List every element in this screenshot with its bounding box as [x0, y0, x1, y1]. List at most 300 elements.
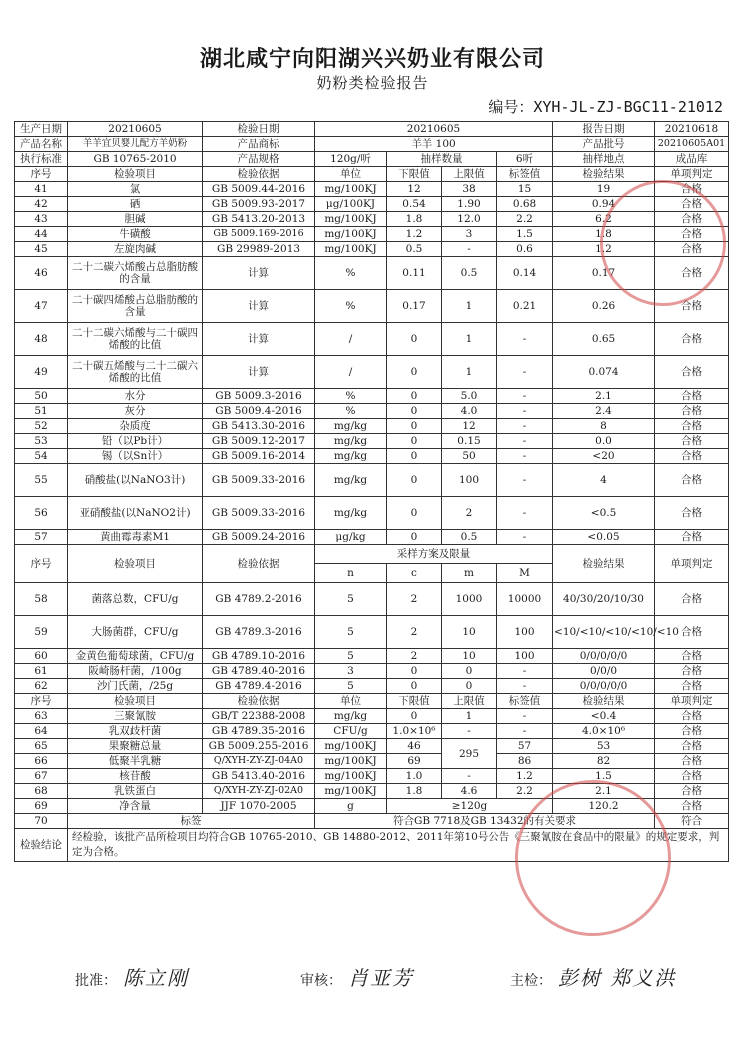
- upper-limit: 38: [442, 182, 497, 197]
- judgement: 合格: [655, 724, 729, 739]
- sample-n: 5: [315, 649, 387, 664]
- test-method: GB 4789.4-2016: [203, 679, 315, 694]
- label-value: 0.68: [497, 197, 553, 212]
- test-result: 0/0/0/0/0: [553, 649, 655, 664]
- upper-limit: 12.0: [442, 212, 497, 227]
- test-item: 杂质度: [68, 419, 203, 434]
- unit: mg/kg: [315, 497, 387, 530]
- test-item: 二十二碳六烯酸与二十碳四烯酸的比值: [68, 323, 203, 356]
- table-row: [15, 257, 729, 290]
- judgement: 合格: [655, 242, 729, 257]
- upper-limit: 4.6: [442, 784, 497, 799]
- test-method: GB 4789.10-2016: [203, 649, 315, 664]
- row-number: 65: [15, 739, 68, 754]
- unit: mg/kg: [315, 449, 387, 464]
- lower-limit: 0: [387, 323, 442, 356]
- lower-limit: 0: [387, 389, 442, 404]
- column-header: 单项判定: [655, 694, 729, 709]
- lower-limit: 0: [387, 419, 442, 434]
- report-number: 编号：XYH-JL-ZJ-BGC11-21012: [488, 98, 723, 116]
- test-item: 三聚氰胺: [68, 709, 203, 724]
- label-value: 1.5: [497, 227, 553, 242]
- test-method: GB 5009.33-2016: [203, 464, 315, 497]
- row-number: 60: [15, 649, 68, 664]
- judgement: 合格: [655, 257, 729, 290]
- test-item: 金黄色葡萄球菌，CFU/g: [68, 649, 203, 664]
- approver-signature: [75, 962, 189, 991]
- test-result: 0.0: [553, 434, 655, 449]
- judgement: 合格: [655, 464, 729, 497]
- table-row: [15, 679, 729, 694]
- table-row: [15, 664, 729, 679]
- test-item: 标签: [68, 814, 315, 829]
- info-value: 20210605: [68, 122, 203, 137]
- column-header: m: [442, 564, 497, 583]
- judgement: 合格: [655, 449, 729, 464]
- table-row: [15, 197, 729, 212]
- label-value: 0.21: [497, 290, 553, 323]
- info-value: 120g/听: [315, 152, 387, 167]
- column-header: 检验依据: [203, 167, 315, 182]
- table-row: [15, 404, 729, 419]
- test-method: GB 5009.4-2016: [203, 404, 315, 419]
- limit-m: 10: [442, 649, 497, 664]
- table-row: [15, 449, 729, 464]
- table-row: [15, 389, 729, 404]
- label-value: -: [497, 419, 553, 434]
- test-method: JJF 1070-2005: [203, 799, 315, 814]
- test-result: 4: [553, 464, 655, 497]
- judgement: 合格: [655, 212, 729, 227]
- judgement: 合格: [655, 664, 729, 679]
- column-header: 单项判定: [655, 167, 729, 182]
- test-method: GB 5009.44-2016: [203, 182, 315, 197]
- column-header: 检验结果: [553, 694, 655, 709]
- judgement: 合格: [655, 419, 729, 434]
- limit-m: 1000: [442, 583, 497, 616]
- row-number: 44: [15, 227, 68, 242]
- lower-limit: 0: [387, 497, 442, 530]
- label-requirement: 符合GB 7718及GB 13432的有关要求: [315, 814, 655, 829]
- test-result: 0/0/0: [553, 664, 655, 679]
- unit: g: [315, 799, 387, 814]
- test-result: 0.074: [553, 356, 655, 389]
- test-result: 1.8: [553, 227, 655, 242]
- lower-limit: 1.2: [387, 227, 442, 242]
- header-row-c: [15, 694, 729, 709]
- limit-m: 10: [442, 616, 497, 649]
- column-header: 检验项目: [68, 694, 203, 709]
- row-number: 57: [15, 530, 68, 545]
- header-row-b: [15, 545, 729, 564]
- test-result: <10/<10/<10/<10/<10: [553, 616, 655, 649]
- row-number: 51: [15, 404, 68, 419]
- unit: mg/kg: [315, 709, 387, 724]
- unit: %: [315, 389, 387, 404]
- label-value: -: [497, 389, 553, 404]
- test-item: 左旋肉碱: [68, 242, 203, 257]
- info-row-standard: [15, 152, 729, 167]
- test-item: 核苷酸: [68, 769, 203, 784]
- judgement: 合格: [655, 434, 729, 449]
- test-method: GB 5009.12-2017: [203, 434, 315, 449]
- lower-limit: 0.17: [387, 290, 442, 323]
- row-number: 64: [15, 724, 68, 739]
- info-value: GB 10765-2010: [68, 152, 203, 167]
- column-header: 序号: [15, 545, 68, 583]
- sample-c: 0: [387, 679, 442, 694]
- lower-limit: 0: [387, 434, 442, 449]
- info-label: 产品批号: [553, 137, 655, 152]
- reviewer-signature: [300, 962, 414, 991]
- unit: %: [315, 257, 387, 290]
- judgement: 合格: [655, 616, 729, 649]
- lower-limit: 1.8: [387, 784, 442, 799]
- judgement: 合格: [655, 799, 729, 814]
- row-number: 70: [15, 814, 68, 829]
- row-number: 69: [15, 799, 68, 814]
- upper-limit: -: [442, 724, 497, 739]
- lower-limit: 0: [387, 464, 442, 497]
- test-result: <0.05: [553, 530, 655, 545]
- upper-limit: 2: [442, 497, 497, 530]
- info-value: 20210605A01: [655, 137, 729, 152]
- limit-M: -: [497, 679, 553, 694]
- test-method: GB 4789.40-2016: [203, 664, 315, 679]
- row-number: 52: [15, 419, 68, 434]
- test-item: 硝酸盐(以NaNO3计): [68, 464, 203, 497]
- info-label: 产品规格: [203, 152, 315, 167]
- table-row: [15, 419, 729, 434]
- table-row: [15, 323, 729, 356]
- judgement: 符合: [655, 814, 729, 829]
- limit-M: -: [497, 664, 553, 679]
- row-number: 67: [15, 769, 68, 784]
- lower-limit: 0: [387, 404, 442, 419]
- test-item: 沙门氏菌，/25g: [68, 679, 203, 694]
- upper-limit: -: [442, 769, 497, 784]
- sample-n: 5: [315, 679, 387, 694]
- row-number: 48: [15, 323, 68, 356]
- test-method: GB 5009.255-2016: [203, 739, 315, 754]
- unit: mg/100KJ: [315, 784, 387, 799]
- label-value: 0.6: [497, 242, 553, 257]
- test-method: 计算: [203, 323, 315, 356]
- table-row: [15, 724, 729, 739]
- table-row: [15, 497, 729, 530]
- row-number: 53: [15, 434, 68, 449]
- test-result: 40/30/20/10/30: [553, 583, 655, 616]
- test-method: 计算: [203, 257, 315, 290]
- table-row: [15, 649, 729, 664]
- info-row-product: [15, 137, 729, 152]
- column-header: M: [497, 564, 553, 583]
- test-result: 8: [553, 419, 655, 434]
- test-method: GB 4789.35-2016: [203, 724, 315, 739]
- row-number: 46: [15, 257, 68, 290]
- info-label: 检验日期: [203, 122, 315, 137]
- label-value: -: [497, 530, 553, 545]
- test-result: 1.5: [553, 769, 655, 784]
- test-result: 120.2: [553, 799, 655, 814]
- judgement: 合格: [655, 649, 729, 664]
- label-value: 57: [497, 739, 553, 754]
- row-number: 61: [15, 664, 68, 679]
- inspector-name: 彭树 郑义洪: [558, 966, 677, 990]
- table-row: [15, 754, 729, 769]
- row-number: 42: [15, 197, 68, 212]
- test-item: 菌落总数，CFU/g: [68, 583, 203, 616]
- table-row: [15, 616, 729, 649]
- column-header: 序号: [15, 167, 68, 182]
- unit: mg/kg: [315, 434, 387, 449]
- column-header: 单位: [315, 167, 387, 182]
- unit: mg/100KJ: [315, 754, 387, 769]
- test-result: 4.0×10⁶: [553, 724, 655, 739]
- sample-c: 2: [387, 616, 442, 649]
- upper-limit: 100: [442, 464, 497, 497]
- test-item: 锡（以Sn计）: [68, 449, 203, 464]
- sample-c: 2: [387, 649, 442, 664]
- info-row-dates: [15, 122, 729, 137]
- info-value: 成品库: [655, 152, 729, 167]
- test-result: 0.17: [553, 257, 655, 290]
- lower-limit: 0: [387, 356, 442, 389]
- row-number: 66: [15, 754, 68, 769]
- upper-limit: 50: [442, 449, 497, 464]
- judgement: 合格: [655, 323, 729, 356]
- column-header: 序号: [15, 694, 68, 709]
- inspector-label: 主检：: [510, 973, 552, 989]
- unit: mg/100KJ: [315, 212, 387, 227]
- lower-limit: 12: [387, 182, 442, 197]
- row-number: 56: [15, 497, 68, 530]
- upper-limit: 4.0: [442, 404, 497, 419]
- info-value: 20210605: [315, 122, 553, 137]
- upper-limit: 3: [442, 227, 497, 242]
- test-method: GB 5009.33-2016: [203, 497, 315, 530]
- column-header: 标签值: [497, 694, 553, 709]
- test-method: GB 5413.30-2016: [203, 419, 315, 434]
- judgement: 合格: [655, 182, 729, 197]
- judgement: 合格: [655, 356, 729, 389]
- unit: mg/100KJ: [315, 227, 387, 242]
- column-header: 单项判定: [655, 545, 729, 583]
- judgement: 合格: [655, 739, 729, 754]
- limit-m: 0: [442, 679, 497, 694]
- lower-limit: ≥120g: [387, 799, 553, 814]
- sample-c: 0: [387, 664, 442, 679]
- judgement: 合格: [655, 197, 729, 212]
- table-row: [15, 583, 729, 616]
- unit: %: [315, 404, 387, 419]
- test-method: GB 4789.3-2016: [203, 616, 315, 649]
- table-row: [15, 769, 729, 784]
- upper-limit: -: [442, 242, 497, 257]
- upper-limit: 0.15: [442, 434, 497, 449]
- limit-M: 10000: [497, 583, 553, 616]
- test-method: GB/T 22388-2008: [203, 709, 315, 724]
- row-number: 49: [15, 356, 68, 389]
- approver-label: 批准：: [75, 973, 117, 989]
- test-item: 乳铁蛋白: [68, 784, 203, 799]
- lower-limit: 46: [387, 739, 442, 754]
- upper-limit: 0.5: [442, 530, 497, 545]
- test-result: <0.5: [553, 497, 655, 530]
- upper-limit: 1.90: [442, 197, 497, 212]
- judgement: 合格: [655, 530, 729, 545]
- info-value: 羊羊 100: [315, 137, 553, 152]
- label-value: -: [497, 404, 553, 419]
- column-header: 下限值: [387, 694, 442, 709]
- info-label: 抽样数量: [387, 152, 497, 167]
- judgement: 合格: [655, 679, 729, 694]
- label-value: 1.2: [497, 769, 553, 784]
- label-value: 0.14: [497, 257, 553, 290]
- upper-limit: 295: [442, 739, 497, 769]
- unit: μg/100KJ: [315, 197, 387, 212]
- test-item: 二十碳五烯酸与二十二碳六烯酸的比值: [68, 356, 203, 389]
- conclusion-label: 检验结论: [15, 829, 68, 862]
- row-number: 68: [15, 784, 68, 799]
- conclusion-row: [15, 829, 729, 862]
- info-value: 20210618: [655, 122, 729, 137]
- row-number: 47: [15, 290, 68, 323]
- test-item: 牛磺酸: [68, 227, 203, 242]
- test-item: 低聚半乳糖: [68, 754, 203, 769]
- table-row: [15, 242, 729, 257]
- row-number: 45: [15, 242, 68, 257]
- table-row: [15, 709, 729, 724]
- table-row: [15, 434, 729, 449]
- table-row: [15, 530, 729, 545]
- column-header: 采样方案及限量: [315, 545, 553, 564]
- info-label: 抽样地点: [553, 152, 655, 167]
- label-value: 15: [497, 182, 553, 197]
- label-value: -: [497, 724, 553, 739]
- upper-limit: 1: [442, 323, 497, 356]
- table-row: [15, 784, 729, 799]
- label-value: 2.2: [497, 784, 553, 799]
- upper-limit: 0.5: [442, 257, 497, 290]
- judgement: 合格: [655, 497, 729, 530]
- row-number: 59: [15, 616, 68, 649]
- label-value: 2.2: [497, 212, 553, 227]
- info-value: 6听: [497, 152, 553, 167]
- unit: mg/100KJ: [315, 242, 387, 257]
- lower-limit: 1.0×10⁶: [387, 724, 442, 739]
- table-row: [15, 739, 729, 754]
- label-row: [15, 814, 729, 829]
- test-method: 计算: [203, 290, 315, 323]
- test-method: GB 4789.2-2016: [203, 583, 315, 616]
- table-row: [15, 227, 729, 242]
- test-result: <20: [553, 449, 655, 464]
- test-result: 0.94: [553, 197, 655, 212]
- label-value: -: [497, 464, 553, 497]
- test-item: 阪崎肠杆菌，/100g: [68, 664, 203, 679]
- test-result: 2.4: [553, 404, 655, 419]
- column-header: 检验结果: [553, 545, 655, 583]
- test-method: 计算: [203, 356, 315, 389]
- unit: /: [315, 356, 387, 389]
- conclusion-text: 经检验，该批产品所检项目均符合GB 10765-2010、GB 14880-2012、2011年第10号公告《三聚氰胺在食品中的限量》的规定要求，判定为合格。: [68, 829, 729, 862]
- inspection-table: [14, 121, 729, 862]
- unit: mg/kg: [315, 419, 387, 434]
- test-result: 6.2: [553, 212, 655, 227]
- sample-n: 5: [315, 583, 387, 616]
- test-method: GB 5009.3-2016: [203, 389, 315, 404]
- test-item: 果聚糖总量: [68, 739, 203, 754]
- column-header: 标签值: [497, 167, 553, 182]
- unit: μg/kg: [315, 530, 387, 545]
- company-name: 湖北咸宁向阳湖兴兴奶业有限公司: [199, 46, 545, 72]
- test-item: 水分: [68, 389, 203, 404]
- test-item: 二十碳四烯酸占总脂肪酸的含量: [68, 290, 203, 323]
- test-method: Q/XYH-ZY-ZJ-02A0: [203, 784, 315, 799]
- test-item: 氯: [68, 182, 203, 197]
- lower-limit: 0.5: [387, 242, 442, 257]
- inspector-signature: [510, 962, 676, 991]
- label-value: -: [497, 434, 553, 449]
- test-method: GB 5413.40-2016: [203, 769, 315, 784]
- upper-limit: 5.0: [442, 389, 497, 404]
- column-header: 检验结果: [553, 167, 655, 182]
- judgement: 合格: [655, 404, 729, 419]
- info-label: 执行标准: [15, 152, 68, 167]
- judgement: 合格: [655, 290, 729, 323]
- table-row: [15, 799, 729, 814]
- reviewer-label: 审核：: [300, 973, 342, 989]
- judgement: 合格: [655, 583, 729, 616]
- sample-n: 3: [315, 664, 387, 679]
- sample-n: 5: [315, 616, 387, 649]
- row-number: 58: [15, 583, 68, 616]
- lower-limit: 0: [387, 449, 442, 464]
- column-header: 检验项目: [68, 545, 203, 583]
- row-number: 50: [15, 389, 68, 404]
- test-item: 灰分: [68, 404, 203, 419]
- column-header: 检验项目: [68, 167, 203, 182]
- sample-c: 2: [387, 583, 442, 616]
- judgement: 合格: [655, 754, 729, 769]
- table-row: [15, 290, 729, 323]
- test-method: GB 5413.20-2013: [203, 212, 315, 227]
- judgement: 合格: [655, 769, 729, 784]
- label-value: -: [497, 323, 553, 356]
- lower-limit: 0: [387, 530, 442, 545]
- test-result: 82: [553, 754, 655, 769]
- info-label: 产品名称: [15, 137, 68, 152]
- row-number: 63: [15, 709, 68, 724]
- unit: mg/kg: [315, 464, 387, 497]
- lower-limit: 1.0: [387, 769, 442, 784]
- test-method: Q/XYH-ZY-ZJ-04A0: [203, 754, 315, 769]
- row-number: 55: [15, 464, 68, 497]
- test-result: 0/0/0/0/0: [553, 679, 655, 694]
- approver-name: 陈立刚: [123, 966, 189, 990]
- report-title: 奶粉类检验报告: [316, 74, 429, 92]
- test-method: GB 5009.16-2014: [203, 449, 315, 464]
- column-header: 检验依据: [203, 694, 315, 709]
- table-row: [15, 182, 729, 197]
- label-value: -: [497, 449, 553, 464]
- row-number: 62: [15, 679, 68, 694]
- column-header: 上限值: [442, 694, 497, 709]
- test-item: 二十二碳六烯酸占总脂肪酸的含量: [68, 257, 203, 290]
- upper-limit: 1: [442, 709, 497, 724]
- test-method: GB 5009.24-2016: [203, 530, 315, 545]
